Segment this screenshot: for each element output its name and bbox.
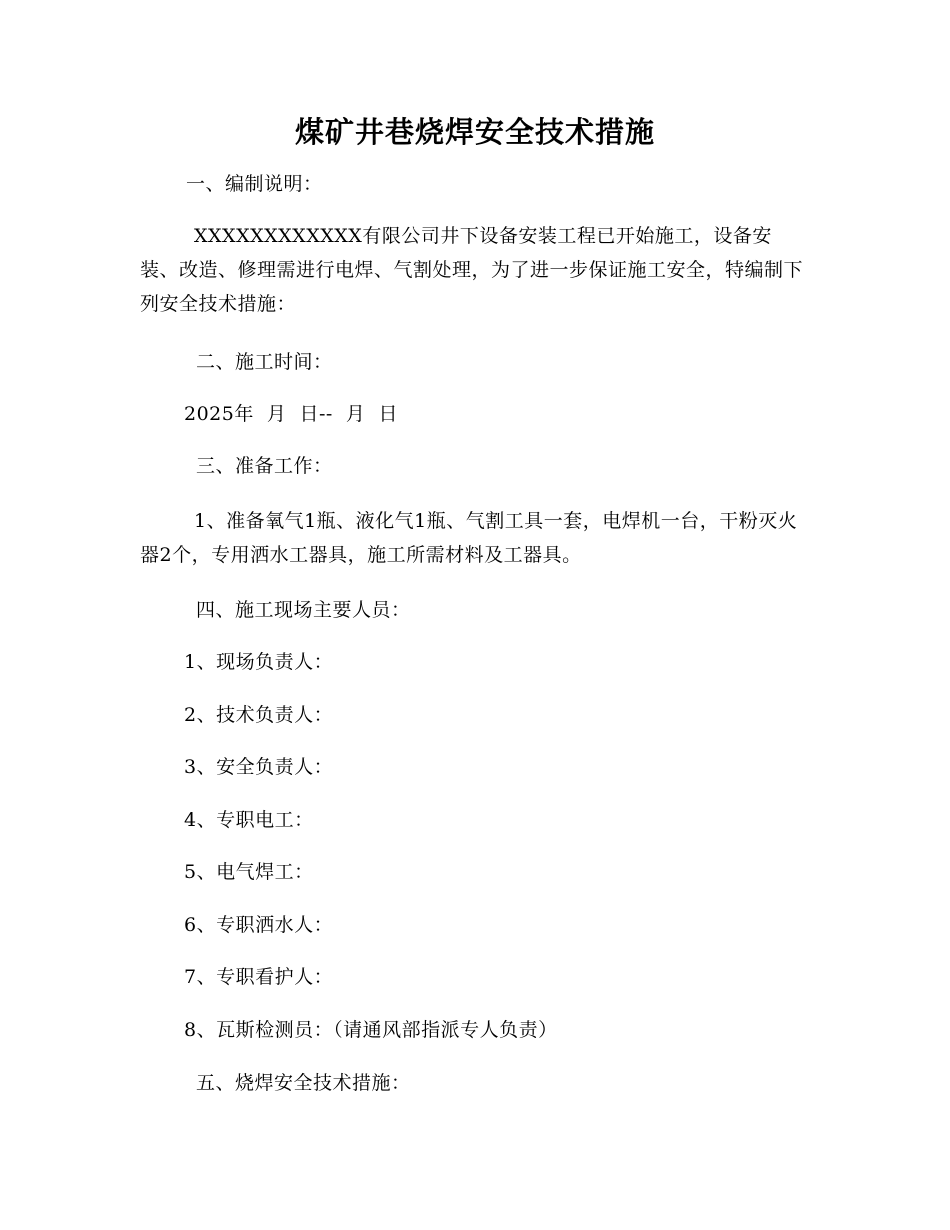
personnel-item: 4、专职电工：	[184, 809, 314, 831]
document-title: 煤矿井巷烧焊安全技术措施	[294, 115, 655, 149]
section3-heading: 三、准备工作：	[196, 455, 333, 477]
personnel-item: 5、电气焊工：	[184, 861, 314, 883]
section5-heading: 五、烧焊安全技术措施：	[196, 1072, 411, 1094]
section4-heading: 四、施工现场主要人员：	[196, 599, 411, 621]
personnel-item: 1、现场负责人：	[184, 651, 334, 673]
section1-heading: 一、编制说明：	[186, 173, 323, 195]
construction-date-line: 2025年 月 日-- 月 日	[184, 403, 399, 425]
section3-paragraph: 1、准备氧气1瓶、液化气1瓶、气割工具一套，电焊机一台，干粉灭火器2个，专用洒水工器具，施工所需材料及工器具。	[140, 510, 798, 566]
personnel-item: 6、专职洒水人：	[184, 914, 334, 936]
section2-heading: 二、施工时间：	[196, 351, 333, 373]
section1-paragraph: XXXXXXXXXXXX有限公司井下设备安装工程已开始施工，设备安装、改造、修理需进行电焊、气割处理，为了进一步保证施工安全，特编制下列安全技术措施：	[140, 225, 804, 315]
personnel-item: 8、瓦斯检测员：（请通风部指派专人负责）	[184, 1019, 558, 1041]
personnel-item: 2、技术负责人：	[184, 704, 334, 726]
personnel-item: 3、安全负责人：	[184, 756, 334, 778]
personnel-item: 7、专职看护人：	[184, 966, 334, 988]
